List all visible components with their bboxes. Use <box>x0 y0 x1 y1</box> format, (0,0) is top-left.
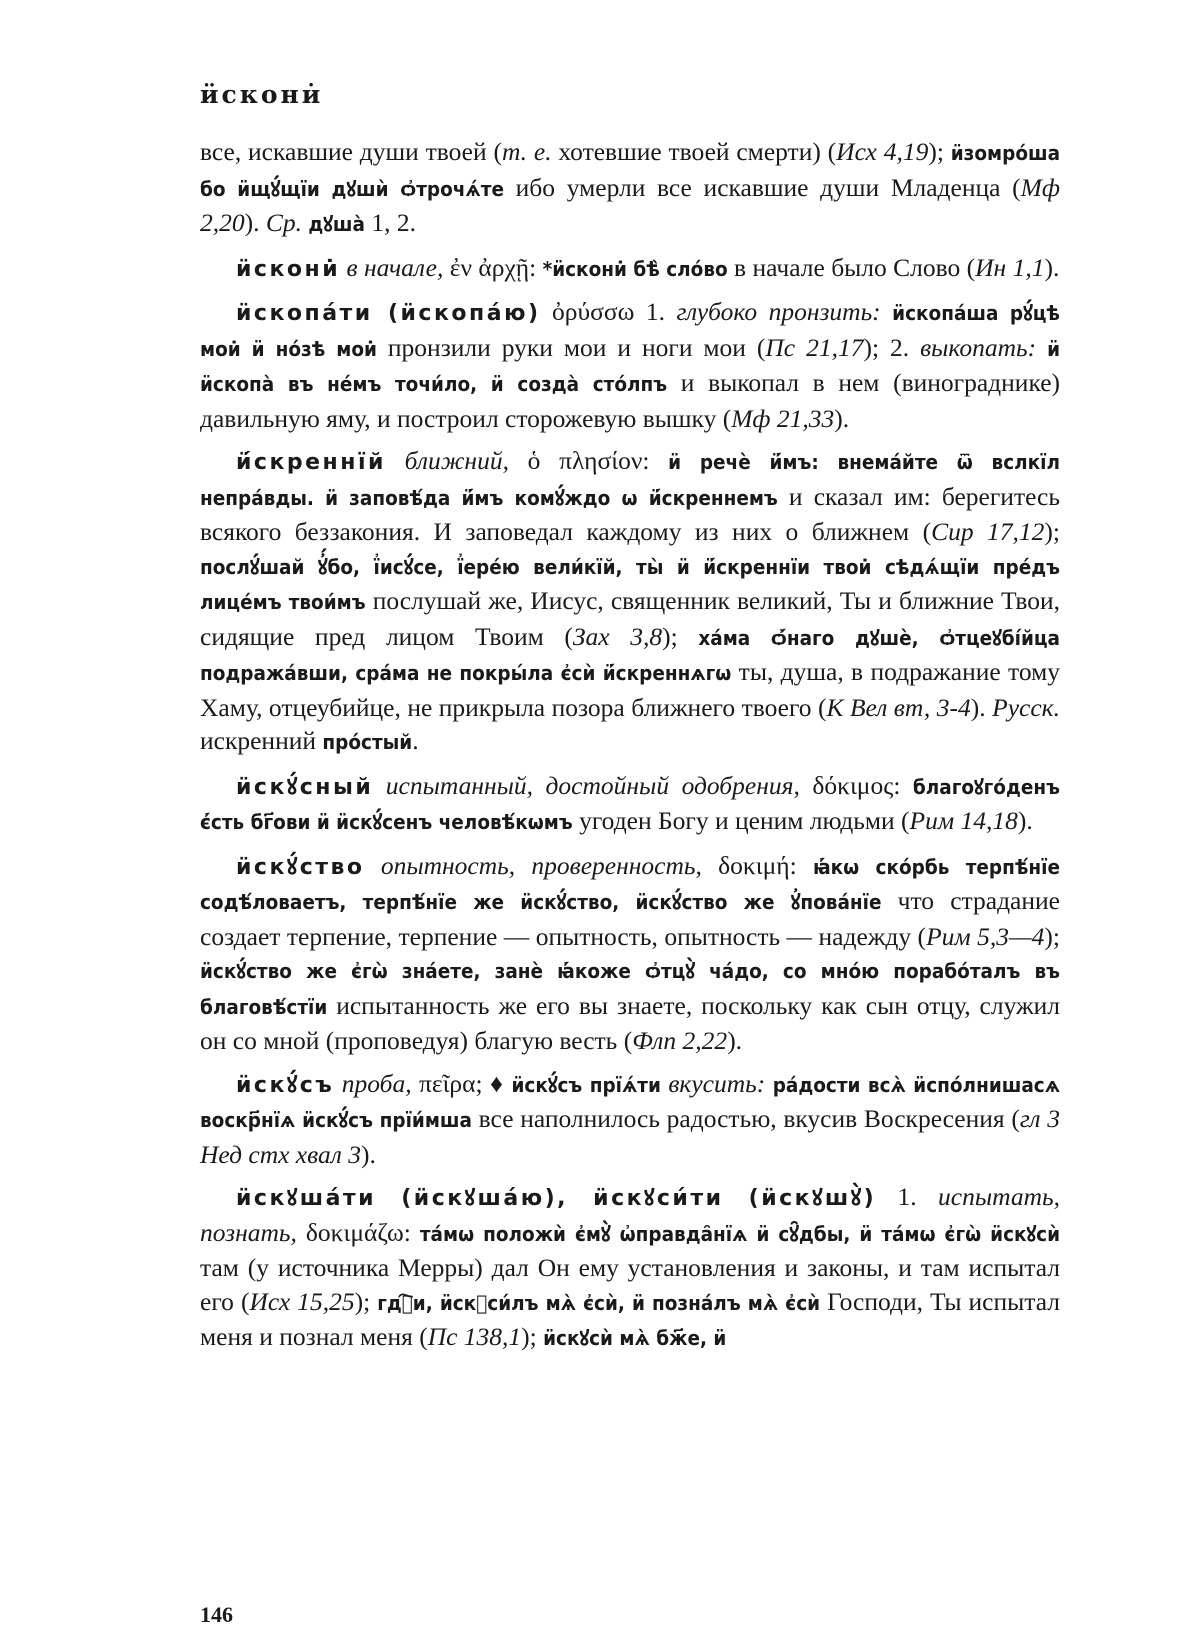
text-segment: δόκιμος: <box>799 770 913 800</box>
church-slavonic-text: *ӥскони̇ бѣ̀ сло́во <box>542 256 728 281</box>
italic-text: испытанный, достойный одобрения, <box>385 770 800 800</box>
headword: ӥ́скреннїй <box>236 450 386 475</box>
italic-text: Ин 1,1 <box>975 252 1045 282</box>
text-segment: послушай же, Иисус, священник великий, Ты и ближние Твои, сидящие пред лицом Твоим ( <box>200 586 1060 651</box>
dictionary-entry <box>200 849 1060 1058</box>
italic-text: т. е. <box>501 137 552 166</box>
headword: ӥскꙋ́съ <box>236 1072 335 1098</box>
page-number: 146 <box>200 1602 233 1627</box>
text-segment: 1. <box>876 1182 939 1211</box>
church-slavonic-text: дꙋша̀ <box>308 212 365 236</box>
italic-text: Исх 4,19 <box>836 137 929 166</box>
italic-text: Рим 5,3—4 <box>926 921 1045 951</box>
text-segment: ); <box>521 1322 544 1351</box>
dictionary-page <box>200 80 1060 1365</box>
text-segment: πεῖρα; ♦ <box>411 1068 512 1098</box>
italic-text: Русск. <box>992 692 1060 722</box>
text-segment: и выкопал в нем (винограднике) давильную яму, и построил сторожевую вышку ( <box>200 368 1061 433</box>
church-slavonic-text: ӥскꙋ́ство же є҆гѡ̀ зна́ете, занѐ ꙗ҆́коже ѻ҆тцꙋ̀ ча́до, со мно́ю порабо́талъ въ благовѣ́стїи <box>200 959 1060 1019</box>
text-segment: ). <box>1044 252 1060 282</box>
church-slavonic-text: гдⷭ҇и, ӥскꙋси́лъ мѧ̀ є҆сѝ, ӥ позна́лъ мѧ̀ є҆сѝ <box>377 1290 821 1315</box>
church-slavonic-text: ха́ма ѻ҆́наго дꙋшѐ, ѻ҆тцеꙋбі́йца подража́вши, сра́ма не покры́ла є҆сѝ ӥ́скреннѧгѡ <box>200 625 1061 685</box>
text-segment: что страдание создает терпение, терпение — опытность, опытность — надежду ( <box>200 886 1060 951</box>
text-segment: ); <box>662 621 699 651</box>
text-segment: искренний <box>200 726 323 755</box>
headword: ӥскꙋша́ти (ӥскꙋша́ю), ӥскꙋси́ти (ӥскꙋшꙋ̀) <box>236 1186 877 1211</box>
dictionary-entry <box>200 1180 1060 1356</box>
italic-text: опытность, проверенность, <box>380 850 702 880</box>
dictionary-entry <box>200 295 1060 435</box>
text-segment: δοκιμή: <box>701 850 813 880</box>
headword: ӥскꙋ́сный <box>236 774 374 800</box>
church-slavonic-text: ӥскꙋсѝ мѧ̀ бж҃е, ӥ <box>543 1326 727 1350</box>
text-segment <box>334 1069 341 1098</box>
text-segment: испытанность же его вы знаете, поскольку как сын отцу, служил он со мной (проповедуя) благую весть ( <box>200 990 1060 1055</box>
text-segment <box>881 297 892 326</box>
text-segment: все, искавшие души твоей ( <box>200 137 502 166</box>
italic-text: испытать, познать, <box>200 1182 1060 1247</box>
dictionary-entry <box>200 251 1060 287</box>
italic-text: ближний, <box>404 446 509 475</box>
italic-text: Ср. <box>265 208 303 237</box>
italic-text: Мф 21,33 <box>731 403 835 433</box>
church-slavonic-text: благоꙋго́денъ є҆́сть бг҃ови ӥ ӥскꙋ́сенъ человѣ́кѡмъ <box>200 774 1060 834</box>
church-slavonic-text: ӥскопа́ша рꙋ́цѣ мои̇ ӥ но́зѣ мои̇ <box>200 301 1060 361</box>
italic-text: Исх 15,25 <box>249 1286 355 1316</box>
dictionary-entry <box>200 135 1060 242</box>
italic-text: вкусить: <box>668 1068 766 1098</box>
italic-text: проба, <box>341 1068 412 1098</box>
text-segment: ). <box>727 1026 743 1055</box>
text-segment: ). <box>834 403 850 433</box>
text-segment: δοκιμάζω: <box>296 1217 420 1247</box>
dictionary-entry <box>200 1067 1060 1172</box>
italic-text: выкопать: <box>920 332 1037 362</box>
church-slavonic-text: ӥ ӥскопа̀ въ не́мъ точи́ло, ӥ созда̀ сто́лпъ <box>200 336 1061 396</box>
headword: ӥскꙋ́ство <box>236 854 365 880</box>
text-segment: в начале было Слово ( <box>727 252 976 282</box>
church-slavonic-text: ра́дости всѧ̀ ӥспо́лнишасѧ воскр҃нїѧ ӥскꙋ́съ прїи́мша <box>200 1072 1061 1132</box>
italic-text: К Вел вт, 3-4 <box>826 692 971 722</box>
italic-text: Зах 3,8 <box>572 621 663 651</box>
church-slavonic-text: ꙗ҆́кѡ ско́рбь терпѣ́нїе содѣ́ловаетъ, терпѣ́нїе же ӥскꙋ́ство, ӥскꙋ́ство же ꙋ҆пова́нїе <box>200 854 1061 914</box>
text-segment: 1, 2. <box>364 208 416 237</box>
church-slavonic-text: про́стый <box>322 730 413 754</box>
italic-text: Мф 2,20 <box>200 172 1060 237</box>
text-segment: ὁ πλησίον: <box>508 446 669 475</box>
text-segment <box>765 1069 772 1098</box>
text-segment <box>1036 333 1047 362</box>
dictionary-entry <box>200 769 1060 840</box>
text-segment: ); 2. <box>863 332 921 362</box>
text-segment: там (у источника Мерры) дал Он ему установления и законы, и там испытал его ( <box>200 1253 1060 1316</box>
running-head: ӥскони̇ <box>200 80 324 109</box>
headword: ӥскони̇ <box>236 256 341 282</box>
text-segment: ). <box>1017 806 1033 835</box>
text-segment: ты, душа, в подражание тому Хаму, отцеубийце, не прикрыла позора ближнего твоего ( <box>200 657 1060 722</box>
text-segment: . <box>412 726 419 755</box>
dictionary-entry <box>200 444 1060 760</box>
church-slavonic-text: ӥ речѐ ӥ́мъ: внема́йте ѿ вслкїл непра́вды. ӥ заповѣ́да ӥ́мъ комꙋ́ждо ѡ ӥ́скреннемъ <box>200 450 1061 510</box>
text-segment <box>386 446 405 475</box>
text-segment: ); <box>1044 921 1060 951</box>
text-segment: ). <box>970 692 993 722</box>
italic-text: глубоко пронзить: <box>676 297 881 326</box>
text-segment: угоден Богу и ценим людьми ( <box>572 806 910 835</box>
text-segment: ). <box>361 1139 376 1169</box>
text-segment: ); <box>354 1286 378 1316</box>
church-slavonic-text: та́мѡ положѝ є҆мꙋ̀ ѡ҆правда̑нїѧ ӥ сꙋ̑дбы, ӥ та́мѡ є҆гѡ̀ ӥскꙋсѝ <box>419 1221 1060 1246</box>
text-segment: пронзили руки мои и ноги мои ( <box>376 332 766 362</box>
text-segment <box>365 851 381 880</box>
text-segment: ибо умерли все искавшие души Младенца ( <box>503 172 1021 202</box>
italic-text: гл 3 Нед стх хвал 3 <box>200 1104 1060 1169</box>
text-segment: хотевшие твоей смерти) ( <box>551 137 837 166</box>
text-segment: ); <box>928 137 951 166</box>
text-segment: ἐν ἀρχῇ: <box>443 252 543 282</box>
text-segment: Господи, Ты испытал меня и познал меня ( <box>200 1286 1060 1351</box>
entries-container <box>200 135 1060 1356</box>
italic-text: в начале, <box>346 252 444 282</box>
church-slavonic-text: послꙋ́шай ꙋ҆́бо, ї҆исꙋ́се, ї҆ере́ю вели́кїй, ты̀ ӥ ӥ́скреннїи твои̇ сѣдѧ́щїи пре́дъ лице́мъ твои́мъ <box>200 554 1060 614</box>
italic-text: Пс 138,1 <box>427 1322 522 1351</box>
italic-text: Флп 2,22 <box>632 1026 728 1055</box>
text-segment: все наполнилось радостью, вкусив Воскресения ( <box>471 1104 1020 1133</box>
italic-text: Сир 17,12 <box>931 517 1045 546</box>
church-slavonic-text: ӥзомро́ша бо ӥщꙋ́щїи дꙋшѝ ѻ҆трочѧ́те <box>200 141 1061 201</box>
text-segment <box>373 771 386 800</box>
text-segment: ). <box>244 208 266 237</box>
church-slavonic-text: ӥскꙋ́съ прїѧ́ти <box>511 1072 661 1097</box>
text-segment: ὀρύσσω 1. <box>540 297 677 326</box>
italic-text: Рим 14,18 <box>909 806 1018 835</box>
italic-text: Пс 21,17 <box>765 332 864 362</box>
text-segment: ); <box>1044 517 1060 546</box>
text-segment: и сказал им: берегитесь всякого беззакония. И заповедал каждому из них о ближнем ( <box>200 481 1060 546</box>
headword: ӥскопа́ти (ӥскопа́ю) <box>236 301 541 326</box>
